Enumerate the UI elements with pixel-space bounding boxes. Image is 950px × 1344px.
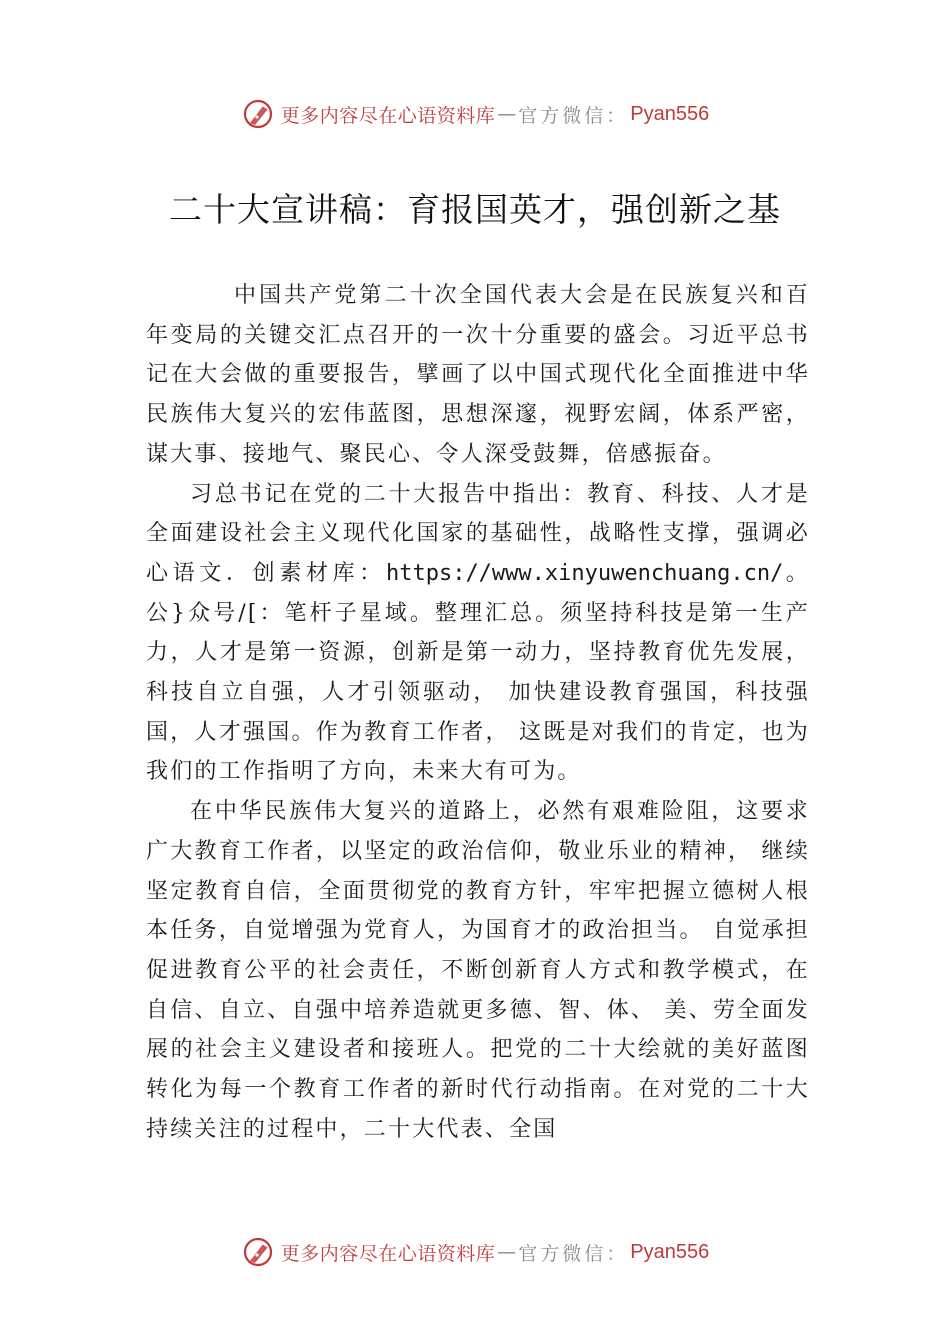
document-title: 二十大宣讲稿：育报国英才，强创新之基 [169,190,781,229]
paragraph-1: 中国共产党第二十次全国代表大会是在民族复兴和百年变局的关键交汇点召开的一次十分重要的盛会。习近平总书记在大会做的重要报告，擘画了以中国式现代化全面推进中华民族伟大复兴的宏伟蓝图，思想深邃，视野宏阔，体系严密，谋大事、接地气、聚民心、令人深受鼓舞，倍感振奋。 [146,283,810,467]
banner-wechat-label: 官方微信： [518,104,629,127]
paragraph-2 [146,475,810,793]
header-banner [0,94,950,134]
banner-wechat-id: Pyan556 [630,102,710,125]
banner-site-name: 更多内容尽在心语资料库 [280,1242,496,1265]
pen-nib-logo-icon [241,1235,275,1269]
banner-wechat-label: 官方微信： [518,1242,629,1265]
banner-wechat-id: Pyan556 [630,1240,710,1263]
paragraph-3: 在中华民族伟大复兴的道路上，必然有艰难险阻，这要求广大教育工作者，以坚定的政治信仰，敬业乐业的精神， 继续坚定教育自信，全面贯彻党的教育方针，牢牢把握立德树人根本任务，自觉增强为党育人，为国育才的政治担当。 自觉承担促进教育公平的社会责任，不断创新育人方式和教学模式，在自信、自立、自强中培养造就更多德、智、体、 美、劳全面发展的社会主义建设者和接班人。把党的二十大绘就的美好蓝图转化为每一个教育工作者的新时代行动指南。在对党的二十大持续关注的过程中，二十大代表、全国 [146,799,810,1142]
paragraph-2-text-after: 。公}众号/[：笔杆子星域。整理汇总。须坚持科技是第一生产力，人才是第一资源，创新是第一动力，坚持教育优先发展，科技自立自强，人才引领驱动， 加快建设教育强国，科技强国，人才强国。作为教育工作者， 这既是对我们的肯定，也为我们的工作指明了方向，未来大有可为。 [146,560,810,785]
banner-dash: — [497,1241,517,1263]
banner-dash: — [497,103,517,125]
banner-site-name: 更多内容尽在心语资料库 [280,104,496,127]
paragraph-2-text-before: 习总书记在党的二十大报告中指出：教育、科技、人才是全面建设社会主义现代化国家的基础性，战略性支撑，强调必心语文．创素材库： [146,481,810,586]
pen-nib-logo-icon [241,97,275,131]
paragraph-2-url: https://www.xinyuwenchuang.cn/ [385,560,784,586]
footer-banner [0,1232,950,1272]
document-body [146,276,810,1149]
